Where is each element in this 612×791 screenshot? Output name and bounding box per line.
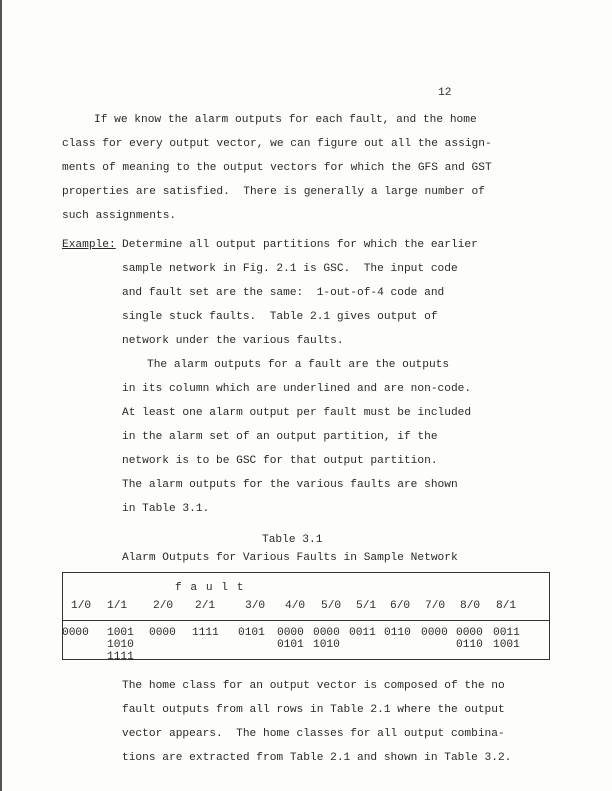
column-header: 8/0: [460, 600, 481, 612]
paragraph2-line: The home class for an output vector is composed of the no: [122, 680, 505, 692]
column-values: [62, 627, 89, 639]
alarm-output-value: 0000: [421, 627, 448, 639]
table-caption: Alarm Outputs for Various Faults in Sample Network: [122, 552, 458, 564]
column-values: [493, 627, 520, 651]
header-divider: [63, 620, 549, 621]
paragraph2-line: fault outputs from all rows in Table 2.1 where the output: [122, 704, 505, 716]
example-label: Example:: [62, 239, 116, 251]
example-line: in its column which are underlined and are non-code.: [122, 383, 472, 395]
example-line: At least one alarm output per fault must be included: [122, 407, 472, 419]
alarm-output-value: 1010: [107, 639, 134, 651]
page-number: 12: [438, 87, 452, 99]
example-line: in the alarm set of an output partition, if the: [122, 431, 438, 443]
alarm-output-value: 1010: [313, 639, 340, 651]
alarm-output-value: 0000: [62, 627, 89, 639]
column-values: [456, 627, 483, 651]
alarm-output-value: 0000: [456, 627, 483, 639]
alarm-output-value: 0101: [277, 639, 304, 651]
scan-left-edge: [0, 0, 2, 791]
column-values: [384, 627, 411, 639]
alarm-output-value: 0011: [493, 627, 520, 639]
example-line: The alarm outputs for the various faults are shown: [122, 479, 458, 491]
column-header: 8/1: [496, 600, 517, 612]
alarm-output-value: 0110: [456, 639, 483, 651]
paragraph1-line: class for every output vector, we can figure out all the assign-: [62, 138, 492, 150]
alarm-output-value: 0110: [384, 627, 411, 639]
table-group-header: f a u l t: [175, 582, 244, 594]
alarm-output-value: 1111: [192, 627, 219, 639]
paragraph1-line: such assignments.: [62, 210, 177, 222]
column-header: 4/0: [285, 600, 306, 612]
column-values: [349, 627, 376, 639]
column-header: 1/1: [107, 600, 128, 612]
column-header: 5/1: [356, 600, 377, 612]
column-header: 1/0: [71, 600, 92, 612]
alarm-output-value: 0011: [349, 627, 376, 639]
alarm-outputs-table: [62, 572, 550, 663]
example-line: Determine all output partitions for which the earlier: [122, 239, 478, 251]
column-header: 5/0: [321, 600, 342, 612]
column-values: [149, 627, 176, 639]
paragraph1-line: properties are satisfied. There is generally a large number of: [62, 186, 485, 198]
paragraph2-line: vector appears. The home classes for all output combina-: [122, 728, 505, 740]
column-values: [238, 627, 265, 639]
alarm-output-value: 0000: [313, 627, 340, 639]
column-header: 3/0: [245, 600, 266, 612]
alarm-output-value: 1001: [493, 639, 520, 651]
column-header: 7/0: [425, 600, 446, 612]
example-line: and fault set are the same: 1-out-of-4 code and: [122, 287, 445, 299]
table-title: Table 3.1: [262, 534, 323, 546]
alarm-output-value: 0000: [149, 627, 176, 639]
column-values: [313, 627, 340, 651]
paragraph2-line: tions are extracted from Table 2.1 and shown in Table 3.2.: [122, 752, 512, 764]
column-header: 2/0: [153, 600, 174, 612]
example-line: network is to be GSC for that output partition.: [122, 455, 438, 467]
alarm-output-value: 0101: [238, 627, 265, 639]
column-header: 6/0: [390, 600, 411, 612]
example-line: single stuck faults. Table 2.1 gives output of: [122, 311, 438, 323]
example-line: in Table 3.1.: [122, 503, 210, 515]
column-header: 2/1: [195, 600, 216, 612]
column-values: [277, 627, 304, 651]
example-line: network under the various faults.: [122, 335, 344, 347]
paragraph1-line: ments of meaning to the output vectors for which the GFS and GST: [62, 162, 492, 174]
alarm-output-value: 0000: [277, 627, 304, 639]
alarm-output-value: 1001: [107, 627, 134, 639]
column-values: [192, 627, 219, 639]
column-values: [421, 627, 448, 639]
paragraph1-line: If we know the alarm outputs for each fault, and the home: [94, 114, 477, 126]
column-values: [107, 627, 134, 663]
alarm-output-value: 1111: [107, 651, 134, 663]
example-line: sample network in Fig. 2.1 is GSC. The input code: [122, 263, 458, 275]
example-line: The alarm outputs for a fault are the outputs: [147, 359, 450, 371]
